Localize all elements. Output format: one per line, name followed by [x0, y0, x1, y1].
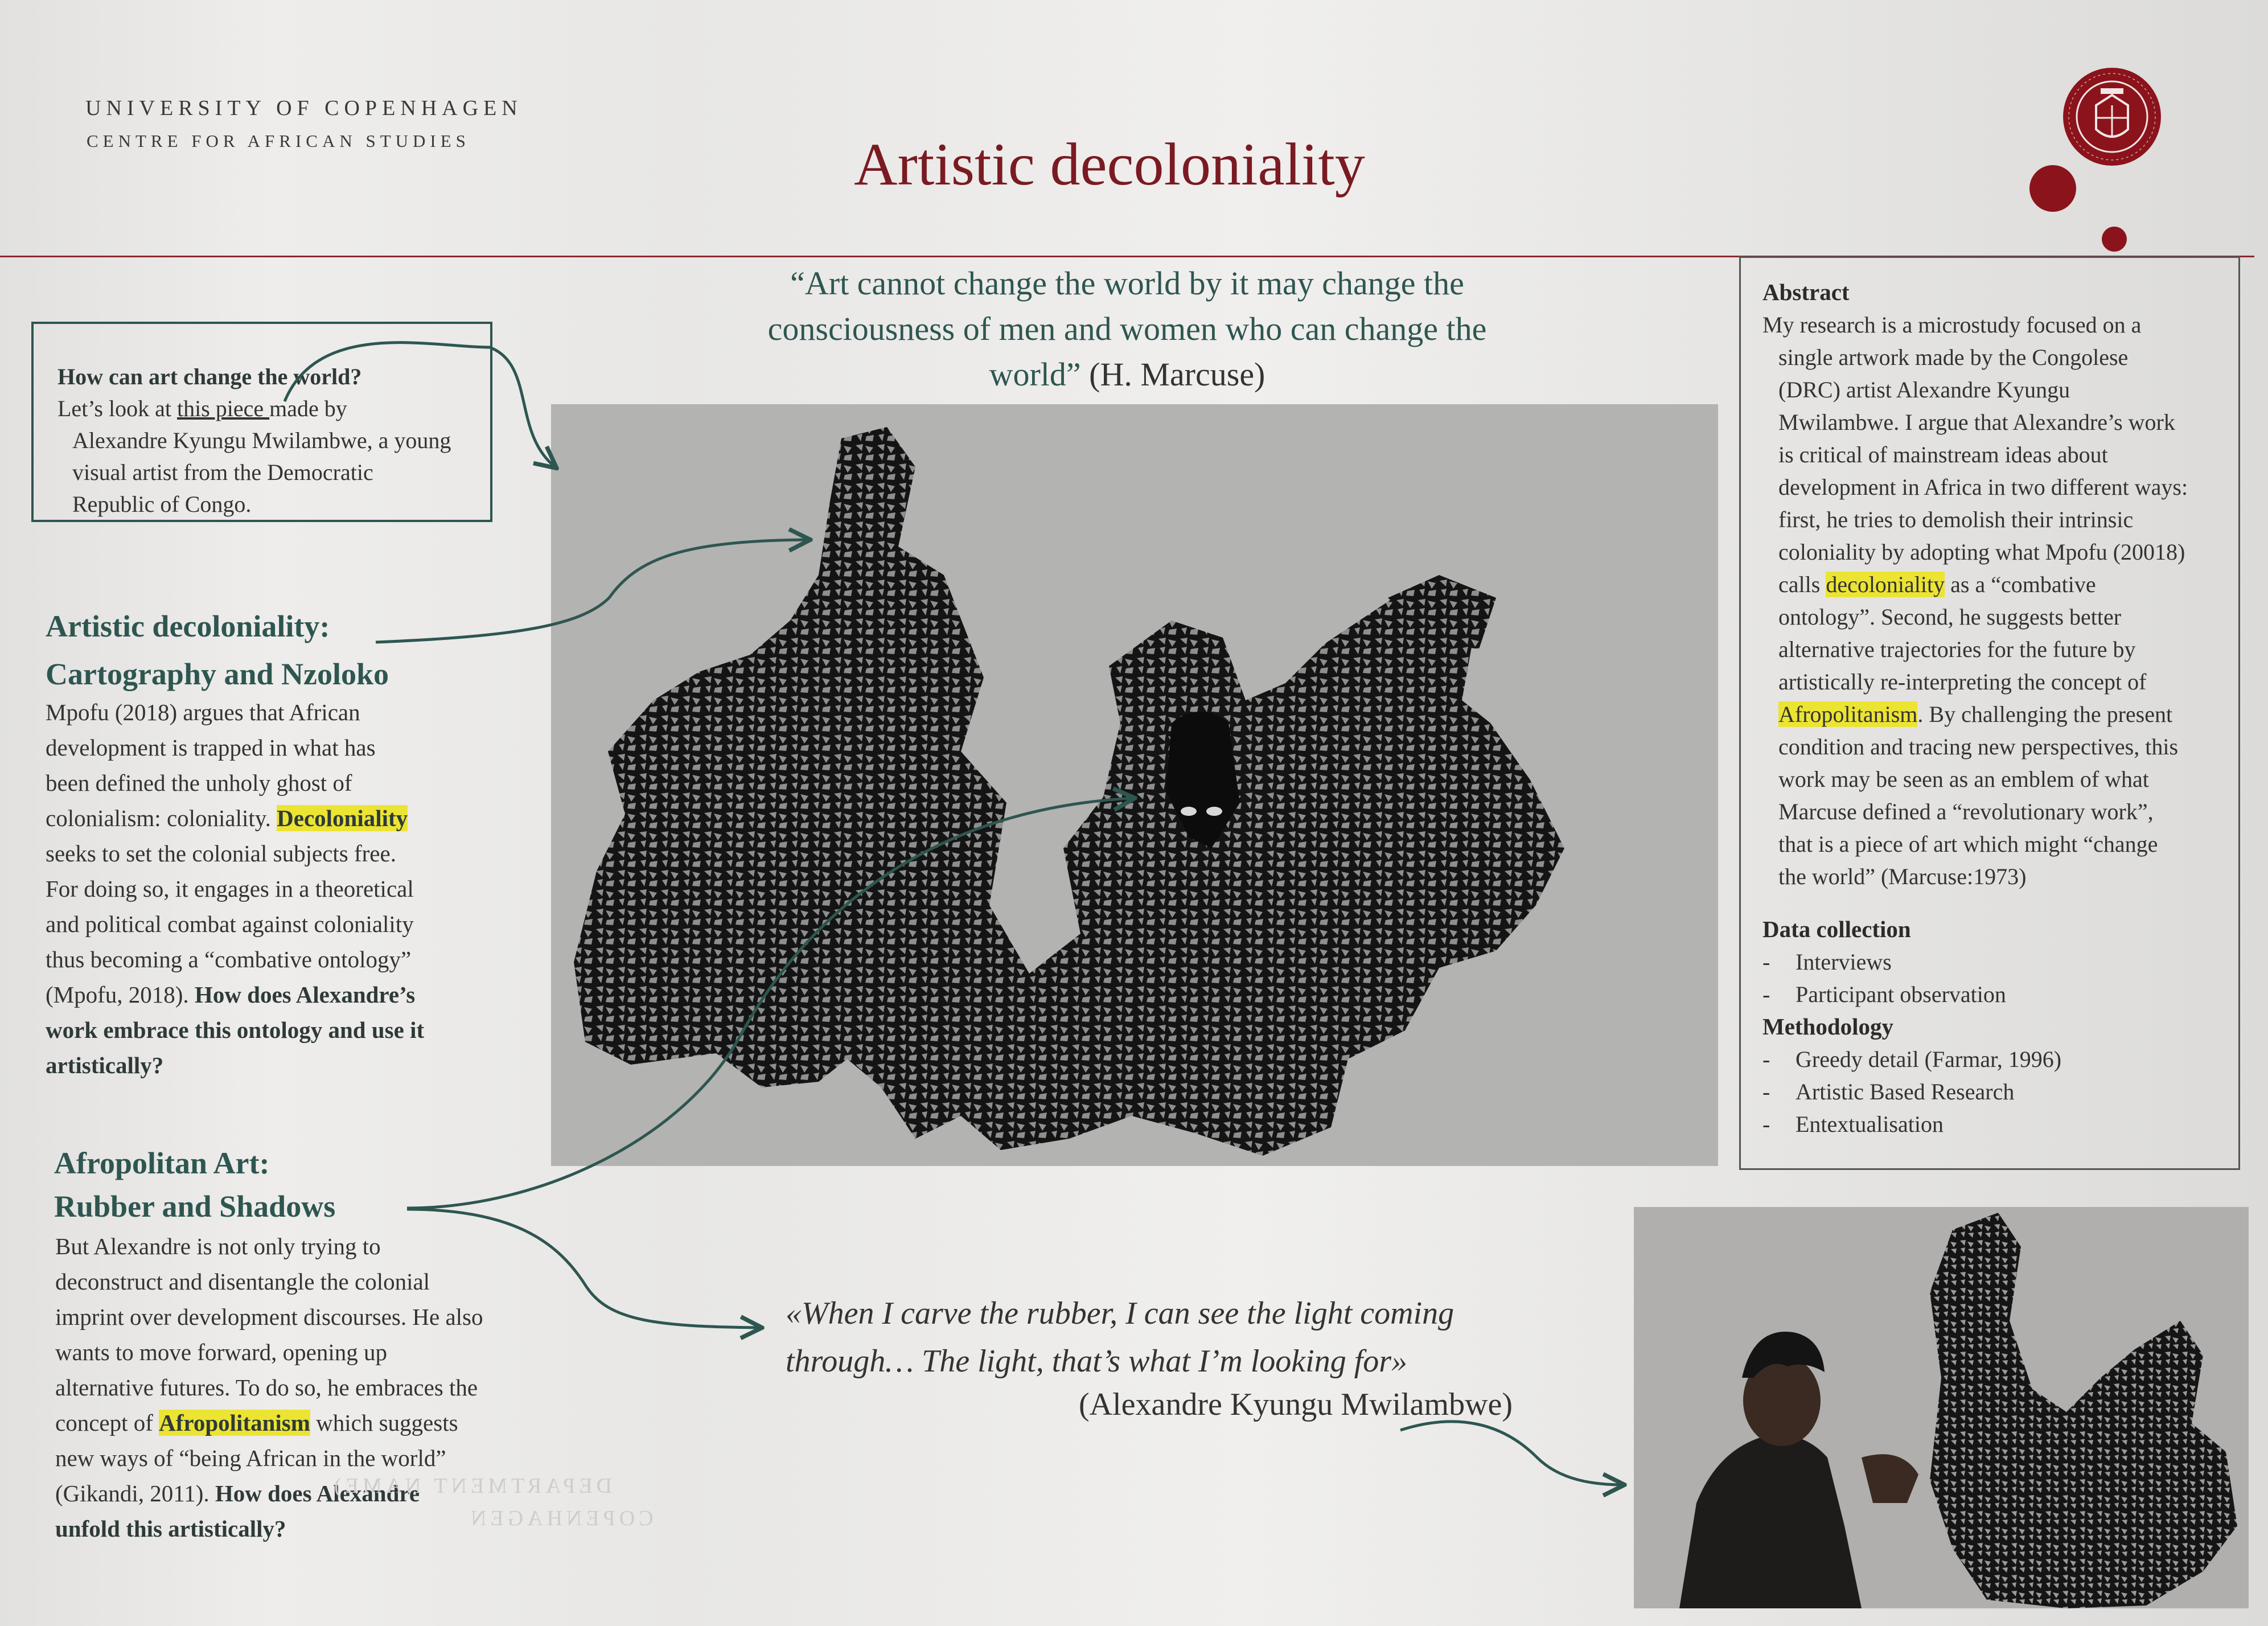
arrow-question-to-artwork — [285, 343, 555, 467]
body-line: alternative futures. To do so, he embraces the — [55, 1374, 478, 1401]
highlight-decoloniality: decoloniality — [1826, 572, 1945, 597]
body-line: work embrace this ontology and use it — [46, 1017, 425, 1043]
abstract-line: Mwilambwe. I argue that Alexandre’s work — [1778, 409, 2175, 435]
artist-quote-line: «When I carve the rubber, I can see the light coming — [786, 1296, 1455, 1331]
highlight-afropolitanism: Afropolitanism — [1778, 701, 1918, 727]
body-line: Mpofu (2018) argues that African — [46, 699, 360, 725]
cartography-heading-line1: Artistic decoloniality: — [46, 609, 330, 643]
body-line: deconstruct and disentangle the colonial — [55, 1268, 430, 1295]
marcuse-quote-line: world” — [989, 356, 1081, 393]
body-line: and political combat against coloniality — [46, 911, 414, 937]
question-text: visual artist from the Democratic — [72, 459, 373, 485]
body-line: (Mpofu, 2018). How does Alexandre’s — [46, 982, 416, 1008]
body-line: artistically? — [46, 1052, 164, 1078]
abstract-line: first, he tries to demolish their intrinsic — [1778, 507, 2134, 532]
afropolitan-heading-line2: Rubber and Shadows — [54, 1189, 336, 1223]
artist-quote-line: through… The light, that’s what I’m looking for» — [786, 1344, 1408, 1379]
highlight-afropolitanism: Afropolitanism — [159, 1410, 310, 1436]
list-item: - Interviews — [1762, 946, 2238, 978]
university-name: UNIVERSITY OF COPENHAGEN — [85, 96, 523, 120]
list-item: - Greedy detail (Farmar, 1996) — [1762, 1043, 2238, 1075]
body-line: colonialism: coloniality. Decoloniality — [46, 805, 408, 831]
abstract-line: (DRC) artist Alexandre Kyungu — [1778, 377, 2070, 403]
poster-title: Artistic decoloniality — [854, 131, 1365, 198]
marcuse-quote-line: consciousness of men and women who can change the — [767, 310, 1487, 347]
abstract-line: that is a piece of art which might “change — [1778, 831, 2158, 857]
artist-quote-attribution: (Alexandre Kyungu Mwilambwe) — [1079, 1387, 1513, 1422]
abstract-label: Abstract — [1762, 279, 1850, 305]
show-through-text: DEPARTMENT NAME) — [330, 1474, 613, 1498]
arrow-afropolitan-to-quote — [407, 1209, 760, 1328]
abstract-line: the world” (Marcuse:1973) — [1778, 864, 2027, 889]
abstract-line: single artwork made by the Congolese — [1778, 344, 2129, 370]
body-line: wants to move forward, opening up — [55, 1339, 387, 1365]
question-text: Alexandre Kyungu Mwilambwe, a young — [72, 428, 451, 453]
body-line: development is trapped in what has — [46, 734, 376, 761]
list-item: - Entextualisation — [1762, 1108, 2238, 1140]
arrow-afropolitan-to-artwork — [407, 798, 1133, 1208]
abstract-line: work may be seen as an emblem of what — [1778, 766, 2149, 792]
body-line: But Alexandre is not only trying to — [55, 1233, 381, 1259]
body-line: unfold this artistically? — [55, 1516, 286, 1542]
question-text: Republic of Congo. — [72, 491, 252, 517]
abstract-line: Marcuse defined a “revolutionary work”, — [1778, 799, 2154, 824]
list-item: - Artistic Based Research — [1762, 1075, 2238, 1108]
body-line: For doing so, it engages in a theoretical — [46, 876, 414, 902]
body-line: seeks to set the colonial subjects free. — [46, 840, 396, 867]
abstract-line: calls decoloniality as a “combative — [1778, 572, 2096, 597]
abstract-line: artistically re-interpreting the concept of — [1778, 669, 2147, 695]
body-line: been defined the unholy ghost of — [46, 770, 352, 796]
centre-name: CENTRE FOR AFRICAN STUDIES — [87, 131, 470, 151]
body-line: imprint over development discourses. He also — [55, 1304, 483, 1330]
list-item: - Participant observation — [1762, 978, 2238, 1011]
question-heading: How can art change the world? — [57, 364, 362, 389]
cartography-heading-line2: Cartography and Nzoloko — [46, 657, 389, 691]
show-through-text: COPENHAGEN — [467, 1506, 654, 1530]
this-piece-underlined: this piece — [176, 396, 270, 421]
data-collection-label: Data collection — [1762, 916, 1911, 942]
abstract-line: is critical of mainstream ideas about — [1778, 442, 2108, 467]
abstract-line: condition and tracing new perspectives, this — [1778, 734, 2179, 759]
abstract-line: Afropolitanism. By challenging the present — [1778, 701, 2173, 727]
body-line: new ways of “being African in the world” — [55, 1445, 446, 1471]
highlight-decoloniality: Decoloniality — [277, 805, 408, 831]
methodology-label: Methodology — [1762, 1013, 1894, 1040]
arrow-quote-to-artist-photo — [1400, 1422, 1622, 1485]
marcuse-quote-line: “Art cannot change the world by it may change the — [790, 265, 1464, 302]
body-line: (Gikandi, 2011). How does Alexandre — [55, 1480, 420, 1506]
body-line: concept of Afropolitanism which suggests — [55, 1410, 458, 1436]
marcuse-attribution: (H. Marcuse) — [1089, 356, 1266, 393]
abstract-line: development in Africa in two different ways: — [1778, 474, 2188, 500]
abstract-line: alternative trajectories for the future by — [1778, 637, 2136, 662]
abstract-line: ontology”. Second, he suggests better — [1778, 604, 2122, 630]
afropolitan-heading-line1: Afropolitan Art: — [54, 1146, 270, 1180]
abstract-line: My research is a microstudy focused on a — [1762, 312, 2142, 338]
question-text: Let’s look at this piece made by — [57, 396, 347, 421]
abstract-line: coloniality by adopting what Mpofu (20018) — [1778, 539, 2185, 565]
arrow-cartography-to-artwork — [376, 540, 808, 642]
body-line: thus becoming a “combative ontology” — [46, 946, 412, 972]
